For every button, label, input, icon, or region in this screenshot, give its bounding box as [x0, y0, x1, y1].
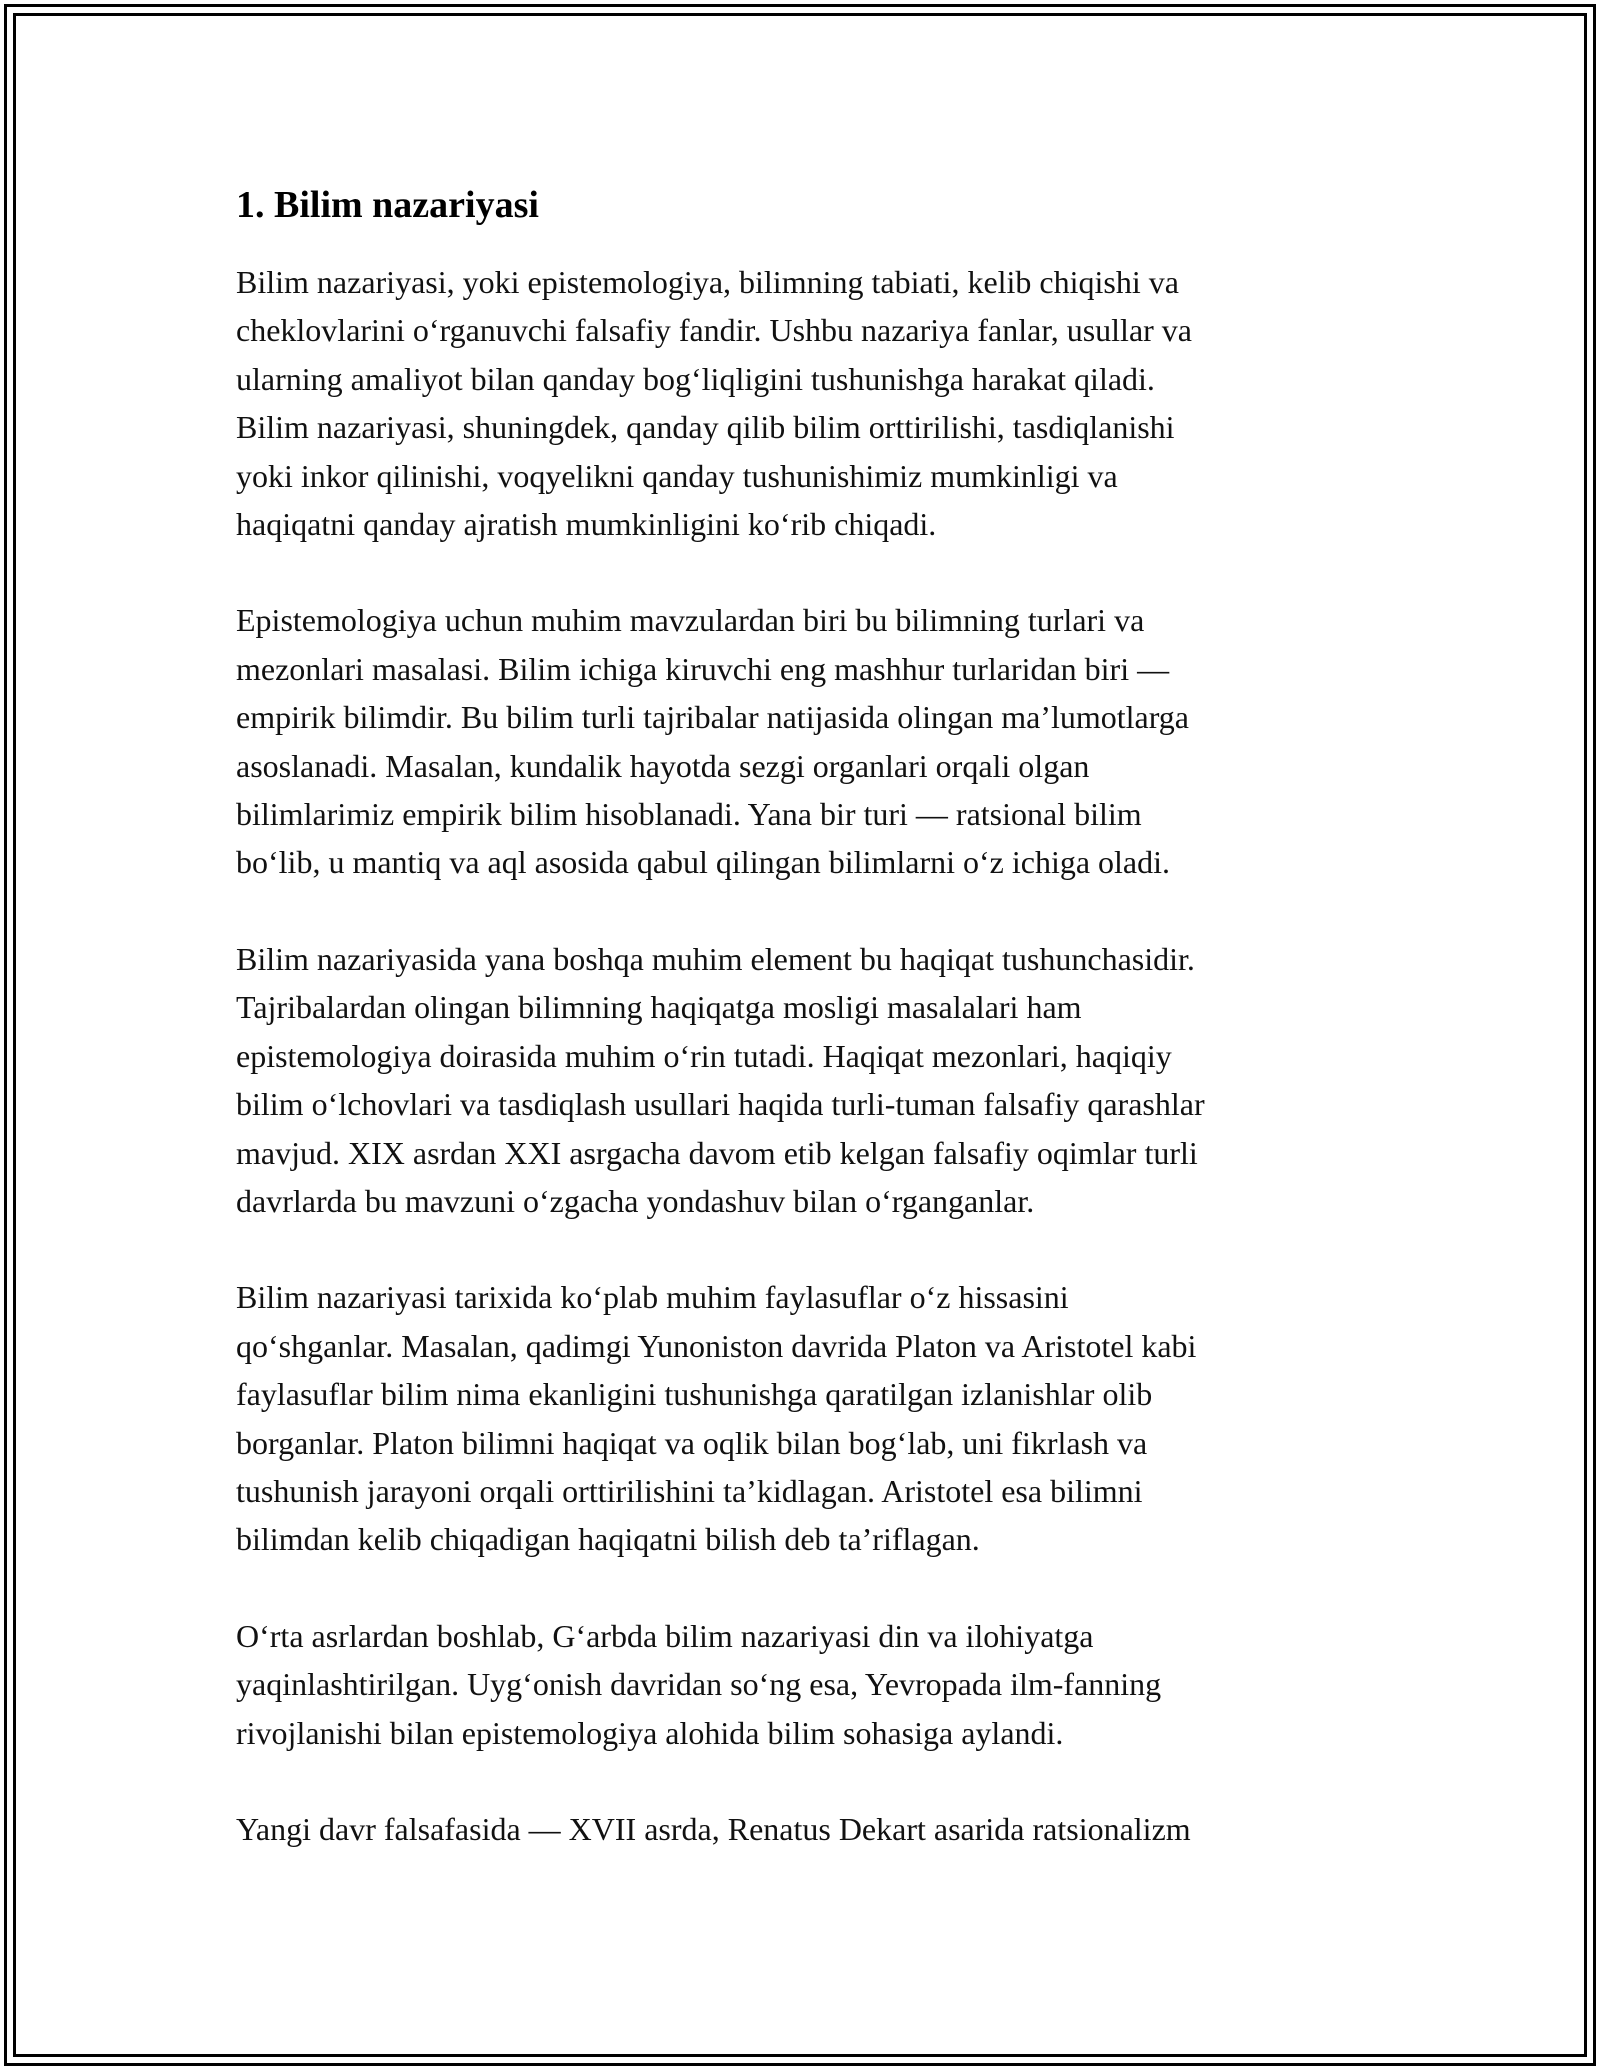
text-line: davrlarda bu mavzuni oʻzgacha yondashuv bilan oʻrganganlar.	[236, 1182, 1035, 1219]
text-line: Yangi davr falsafasida — XVII asrda, Renatus Dekart asarida ratsionalizm	[236, 1810, 1191, 1847]
text-line: mavjud. XIX asrdan XXI asrgacha davom etib kelgan falsafiy oqimlar turli	[236, 1134, 1198, 1171]
text-line: cheklovlarini oʻrganuvchi falsafiy fandir. Ushbu nazariya fanlar, usullar va	[236, 312, 1192, 349]
text-line: bilimlarimiz empirik bilim hisoblanadi. Yana bir turi — ratsional bilim	[236, 796, 1142, 833]
text-line: borganlar. Platon bilimni haqiqat va oqlik bilan bogʻlab, uni fikrlash va	[236, 1424, 1148, 1461]
text-line: boʻlib, u mantiq va aql asosida qabul qilingan bilimlarni oʻz ichiga oladi.	[236, 844, 1171, 881]
text-line: ularning amaliyot bilan qanday bogʻliqligini tushunishga harakat qiladi.	[236, 360, 1155, 397]
document-body	[236, 182, 1366, 1901]
text-line: Tajribalardan olingan bilimning haqiqatga mosligi masalalari ham	[236, 989, 1082, 1026]
paragraph-epistemology-definition	[236, 258, 1366, 548]
text-line: Bilim nazariyasi tarixida koʻplab muhim faylasuflar oʻz hissasini	[236, 1279, 1069, 1316]
text-line: empirik bilimdir. Bu bilim turli tajribalar natijasida olingan maʼlumotlarga	[236, 699, 1189, 736]
text-line: qoʻshganlar. Masalan, qadimgi Yunoniston davrida Platon va Aristotel kabi	[236, 1327, 1197, 1364]
paragraph-modern-era	[236, 1805, 1366, 1853]
text-line: asoslanadi. Masalan, kundalik hayotda sezgi organlari orqali olgan	[236, 747, 1090, 784]
text-line: yaqinlashtirilgan. Uygʻonish davridan soʻng esa, Yevropada ilm-fanning	[236, 1666, 1162, 1703]
text-line: yoki inkor qilinishi, voqyelikni qanday tushunishimiz mumkinligi va	[236, 457, 1118, 494]
text-line: epistemologiya doirasida muhim oʻrin tutadi. Haqiqat mezonlari, haqiqiy	[236, 1037, 1172, 1074]
text-line: haqiqatni qanday ajratish mumkinligini koʻrib chiqadi.	[236, 506, 937, 543]
text-line: Epistemologiya uchun muhim mavzulardan biri bu bilimning turlari va	[236, 602, 1145, 639]
paragraph-truth-concept	[236, 935, 1366, 1225]
text-line: tushunish jarayoni orqali orttirilishini taʼkidlagan. Aristotel esa bilimni	[236, 1472, 1143, 1509]
section-heading: 1. Bilim nazariyasi	[236, 184, 539, 226]
text-line: Bilim nazariyasi, shuningdek, qanday qilib bilim orttirilishi, tasdiqlanishi	[236, 409, 1175, 446]
paragraph-philosophers-history	[236, 1273, 1366, 1563]
text-line: bilim oʻlchovlari va tasdiqlash usullari haqida turli-tuman falsafiy qarashlar	[236, 1086, 1205, 1123]
text-line: rivojlanishi bilan epistemologiya alohida bilim sohasiga aylandi.	[236, 1714, 1064, 1751]
paragraph-middle-ages	[236, 1612, 1366, 1757]
text-line: Bilim nazariyasida yana boshqa muhim element bu haqiqat tushunchasidir.	[236, 940, 1195, 977]
text-line: Bilim nazariyasi, yoki epistemologiya, bilimning tabiati, kelib chiqishi va	[236, 264, 1179, 300]
text-line: mezonlari masalasi. Bilim ichiga kiruvchi eng mashhur turlaridan biri —	[236, 650, 1170, 687]
text-line: Oʻrta asrlardan boshlab, Gʻarbda bilim nazariyasi din va ilohiyatga	[236, 1617, 1094, 1654]
text-line: bilimdan kelib chiqadigan haqiqatni bilish deb taʼriflagan.	[236, 1521, 980, 1558]
paragraph-knowledge-types	[236, 596, 1366, 886]
text-line: faylasuflar bilim nima ekanligini tushunishga qaratilgan izlanishlar olib	[236, 1376, 1153, 1413]
